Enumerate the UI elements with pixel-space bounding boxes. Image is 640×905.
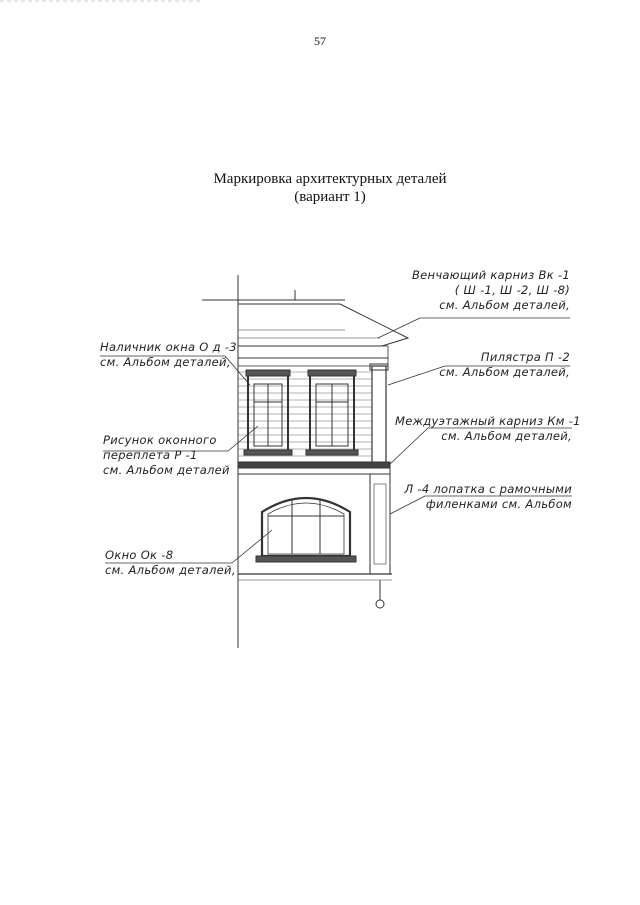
callout-interfloor-cornice [395, 414, 581, 444]
callout-ok-line1: Окно Ок -8 [105, 548, 174, 562]
callout-vk-line2: ( Ш -1, Ш -2, Ш -8) [454, 283, 570, 297]
callout-window-pattern [103, 433, 230, 478]
callout-pattern-line2: переплета Р -1 [103, 448, 198, 462]
callout-km-line2: см. Альбом деталей, [441, 429, 572, 443]
callout-od-line1: Наличник окна О д -3 [100, 340, 237, 354]
callout-window-casing [100, 340, 237, 370]
title-line-1: Маркировка архитектурных деталей [213, 171, 447, 187]
callout-vk-cornice [400, 268, 570, 313]
callout-pattern-line1: Рисунок оконного [103, 433, 217, 447]
callout-lopatka [395, 482, 572, 512]
callout-ok-line2: см. Альбом деталей, [105, 563, 236, 577]
callout-pilaster-line2: см. Альбом деталей, [439, 365, 570, 379]
callout-lopatka-line2: филенками см. Альбом [425, 497, 572, 511]
callout-lopatka-line1: Л -4 лопатка с рамочными [404, 482, 572, 496]
callout-window-ok [105, 548, 236, 578]
callout-pilaster [400, 350, 570, 380]
callout-od-line2: см. Альбом деталей, [100, 355, 231, 369]
callout-vk-line1: Венчающий карниз Вк -1 [411, 268, 570, 282]
callout-pilaster-line1: Пилястра П -2 [480, 350, 570, 364]
callout-pattern-line3: см. Альбом деталей [103, 463, 230, 477]
title-line-2: (вариант 1) [294, 189, 366, 205]
callout-km-line1: Междуэтажный карниз Км -1 [395, 414, 581, 428]
page-number: 57 [314, 34, 326, 48]
callout-vk-line3: см. Альбом деталей, [439, 298, 570, 312]
